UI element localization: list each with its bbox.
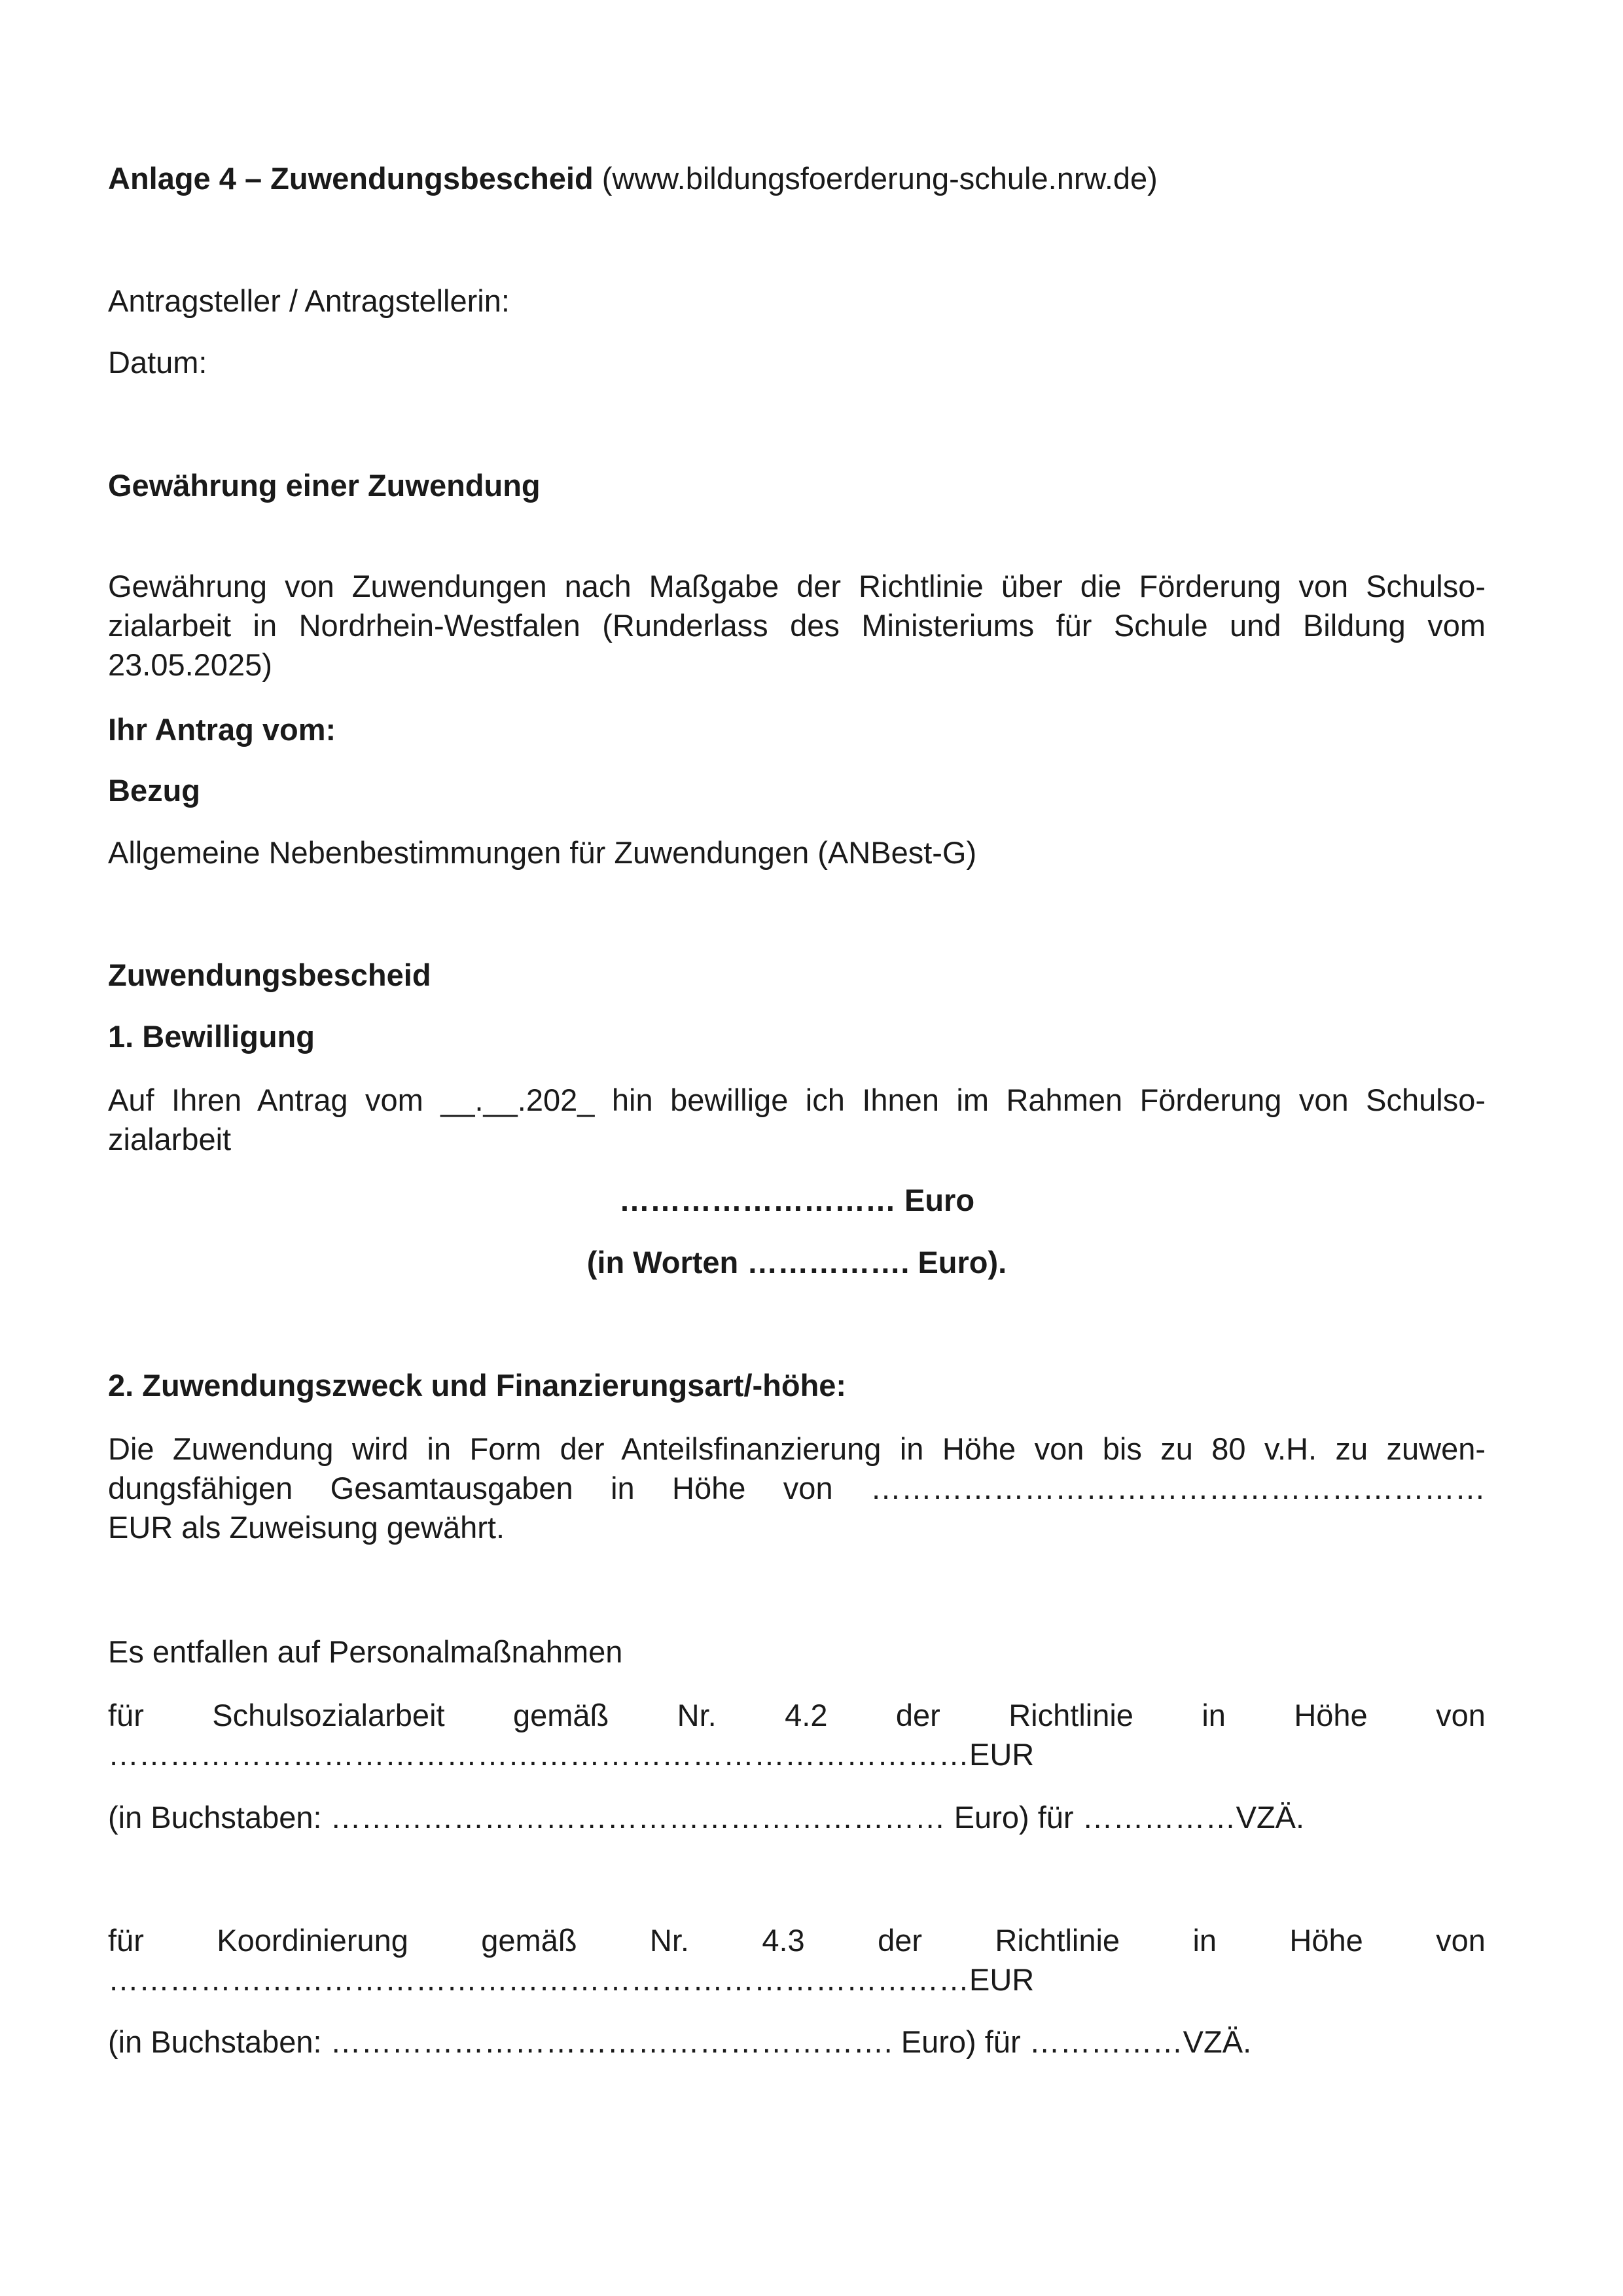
section1-text xyxy=(108,1081,1486,1159)
coordination-word: Richtlinie xyxy=(995,1923,1120,1958)
reference-label: Bezug xyxy=(108,773,200,808)
amount-line: ……………………… Euro xyxy=(618,1183,975,1217)
section1-line: Auf Ihren Antrag vom __.__.202_ hin bewillige ich Ihnen im Rahmen Förderung von Schulso- xyxy=(108,1083,1486,1117)
social-work-block xyxy=(108,1696,1486,1774)
social-work-letters-line: (in Buchstaben: …………………………………………………… Euro) für ……………VZÄ. xyxy=(108,1800,1305,1835)
coordination-block xyxy=(108,1921,1486,2000)
amount-in-words-line: (in Worten ……………. Euro). xyxy=(586,1245,1007,1280)
reference-text: Allgemeine Nebenbestimmungen für Zuwendungen (ANBest-G) xyxy=(108,835,977,870)
grant-heading: Gewährung einer Zuwendung xyxy=(108,468,541,503)
applicant-label: Antragsteller / Antragstellerin: xyxy=(108,283,510,318)
social-work-word: Höhe xyxy=(1294,1698,1368,1732)
grant-intro-line: 23.05.2025) xyxy=(108,647,272,682)
document-title-bold: Anlage 4 – Zuwendungsbescheid xyxy=(108,161,594,196)
section1-line: zialarbeit xyxy=(108,1122,232,1157)
coordination-word: für xyxy=(108,1923,144,1958)
grant-intro-line: Gewährung von Zuwendungen nach Maßgabe der Richtlinie über die Förderung von Schulso- xyxy=(108,569,1486,603)
section2-line: dungsfähigen Gesamtausgaben in Höhe von …………………………………………………… xyxy=(108,1471,1486,1505)
coordination-word: von xyxy=(1436,1923,1486,1958)
social-work-word: für xyxy=(108,1698,144,1732)
social-work-word: gemäß xyxy=(512,1698,609,1732)
coordination-word: in xyxy=(1192,1923,1217,1958)
grant-intro-line: zialarbeit in Nordrhein-Westfalen (Runderlass des Ministeriums für Schule und Bildung vom xyxy=(108,608,1486,643)
social-work-line xyxy=(108,1696,1486,1735)
section2-line: Die Zuwendung wird in Form der Anteilsfinanzierung in Höhe von bis zu 80 v.H. zu zuwen- xyxy=(108,1431,1486,1466)
section2-text xyxy=(108,1429,1486,1547)
coordination-amount-line: …………………………………………………………………………EUR xyxy=(108,1962,1035,1997)
date-label: Datum: xyxy=(108,345,207,380)
coordination-word: 4.3 xyxy=(762,1923,805,1958)
coordination-line xyxy=(108,1921,1486,1960)
social-work-word: 4.2 xyxy=(785,1698,828,1732)
social-work-word: Nr. xyxy=(677,1698,717,1732)
section2-heading: 2. Zuwendungszweck und Finanzierungsart/-höhe: xyxy=(108,1368,847,1403)
coordination-word: Koordinierung xyxy=(217,1923,408,1958)
social-work-word: der xyxy=(895,1698,940,1732)
section1-heading: 1. Bewilligung xyxy=(108,1019,315,1054)
document-title xyxy=(108,159,1486,198)
coordination-word: gemäß xyxy=(481,1923,577,1958)
coordination-letters-line: (in Buchstaben: ………………………………………………. Euro) für ……………VZÄ. xyxy=(108,2024,1252,2059)
document-page xyxy=(108,0,1486,2296)
coordination-word: Nr. xyxy=(649,1923,689,1958)
social-work-amount-line: …………………………………………………………………………EUR xyxy=(108,1737,1035,1772)
social-work-word: in xyxy=(1202,1698,1226,1732)
application-date-label: Ihr Antrag vom: xyxy=(108,712,336,747)
personnel-intro: Es entfallen auf Personalmaßnahmen xyxy=(108,1634,623,1669)
social-work-word: Richtlinie xyxy=(1008,1698,1133,1732)
grant-intro xyxy=(108,567,1486,685)
coordination-word: der xyxy=(878,1923,923,1958)
social-work-word: Schulsozialarbeit xyxy=(212,1698,445,1732)
section2-line: EUR als Zuweisung gewährt. xyxy=(108,1510,505,1545)
social-work-word: von xyxy=(1436,1698,1486,1732)
decision-heading: Zuwendungsbescheid xyxy=(108,958,431,992)
coordination-word: Höhe xyxy=(1289,1923,1363,1958)
document-title-url[interactable]: (www.bildungsfoerderung-schule.nrw.de) xyxy=(601,161,1158,196)
